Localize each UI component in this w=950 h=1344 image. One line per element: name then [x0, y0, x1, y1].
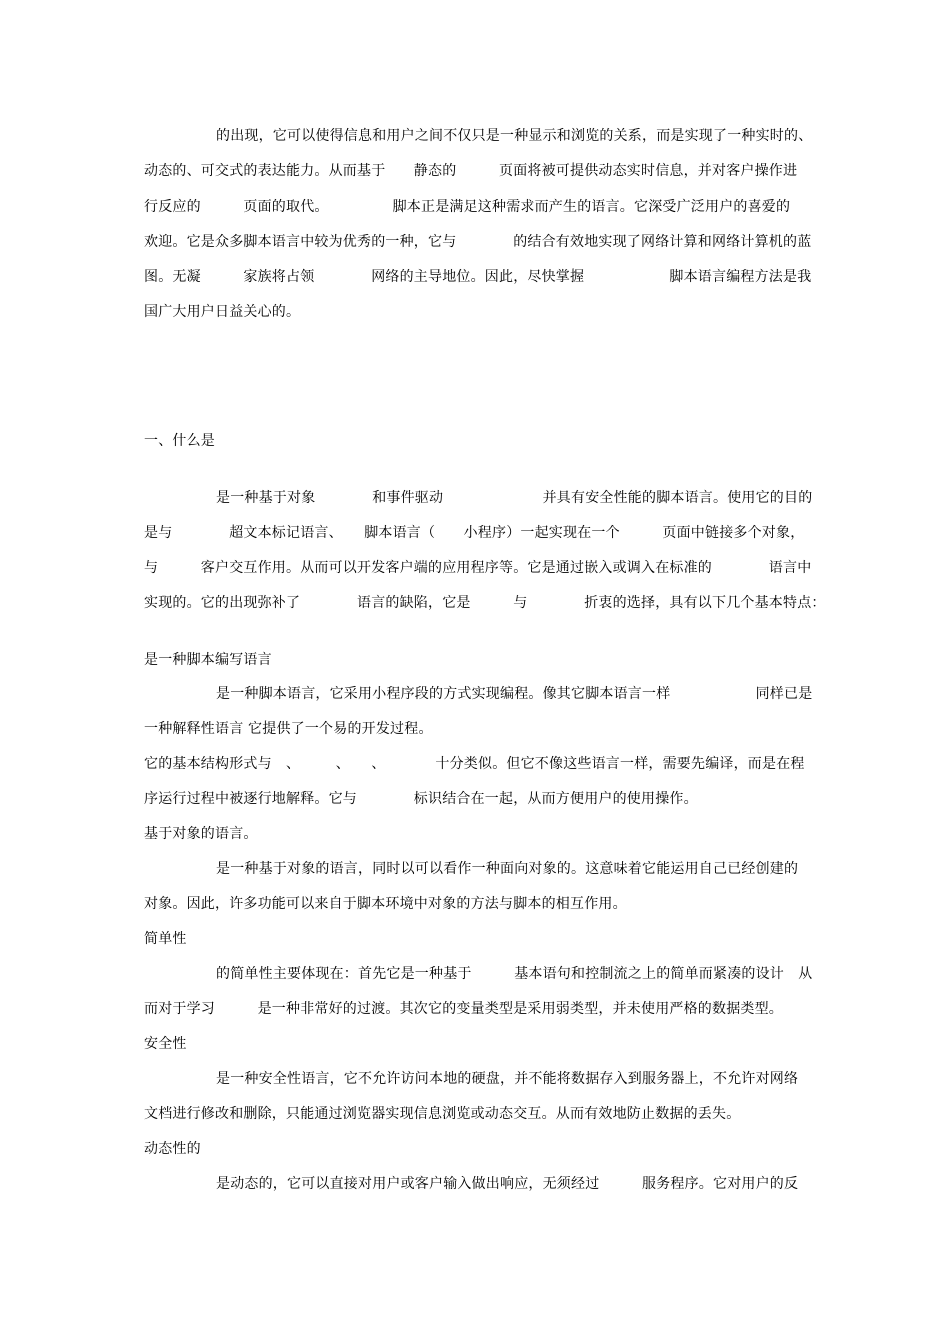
text-line: 的出现，它可以使得信息和用户之间不仅只是一种显示和浏览的关系，而是实现了一种实时的、: [216, 128, 813, 144]
text-line: 文档进行修改和删除，只能通过浏览器实现信息浏览或动态交互。从而有效地防止数据的丢失。: [144, 1106, 741, 1122]
subheading: 动态性的: [144, 1141, 201, 1157]
text-line: 行反应的 页面的取代。 脚本正是满足这种需求而产生的语言。它深受广泛用户的喜爱的: [144, 199, 791, 215]
text-line: 是一种基于对象 和事件驱动 并具有安全性能的脚本语言。使用它的目的: [216, 490, 813, 506]
text-line: 动态的、可交式的表达能力。从而基于 静态的 页面将被可提供动态实时信息，并对客户操作进: [144, 163, 798, 179]
text-line: 与 客户交互作用。从而可以开发客户端的应用程序等。它是通过嵌入或调入在标准的 语言中: [144, 560, 812, 576]
text-line: 对象。因此，许多功能可以来自于脚本环境中对象的方法与脚本的相互作用。: [144, 896, 627, 912]
text-line: 一种解释性语言 它提供了一个易的开发过程。: [144, 721, 433, 737]
text-line: 序运行过程中被逐行地解释。它与 标识结合在一起，从而方便用户的使用操作。: [144, 791, 698, 807]
text-line: 国广大用户日益关心的。: [144, 304, 301, 320]
text-line: 图。无凝 家族将占领 网络的主导地位。因此，尽快掌握 脚本语言编程方法是我: [144, 269, 812, 285]
text-line: 是一种安全性语言，它不允许访问本地的硬盘，并不能将数据存入到服务器上，不允许对网络: [216, 1071, 799, 1087]
subheading: 简单性: [144, 931, 187, 947]
text-line: 是与 超文本标记语言、 脚本语言（ 小程序）一起实现在一个 页面中链接多个对象，: [144, 525, 805, 541]
text-line: 它的基本结构形式与 、 、 、 十分类似。但它不像这些语言一样，需要先编译，而是在程: [144, 756, 805, 772]
text-line: 而对于学习 是一种非常好的过渡。其次它的变量类型是采用弱类型，并未使用严格的数据类型。: [144, 1001, 783, 1017]
text-line: 的简单性主要体现在：首先它是一种基于 基本语句和控制流之上的简单而紧凑的设计 从: [216, 966, 813, 982]
text-line: 是一种基于对象的语言，同时以可以看作一种面向对象的。这意味着它能运用自己已经创建的: [216, 861, 799, 877]
subheading: 基于对象的语言。: [144, 826, 258, 842]
text-line: 欢迎。它是众多脚本语言中较为优秀的一种，它与 的结合有效地实现了网络计算和网络计算机的蓝: [144, 234, 812, 250]
subheading: 是一种脚本编写语言: [144, 652, 272, 668]
subheading: 安全性: [144, 1036, 187, 1052]
text-line: 实现的。它的出现弥补了 语言的缺陷，它是 与 折衷的选择，具有以下几个基本特点：: [144, 595, 826, 611]
text-line: 是动态的，它可以直接对用户或客户输入做出响应，无须经过 服务程序。它对用户的反: [216, 1176, 799, 1192]
text-line: 是一种脚本语言，它采用小程序段的方式实现编程。像其它脚本语言一样 同样已是: [216, 686, 813, 702]
section-heading: 一、什么是: [144, 433, 215, 449]
